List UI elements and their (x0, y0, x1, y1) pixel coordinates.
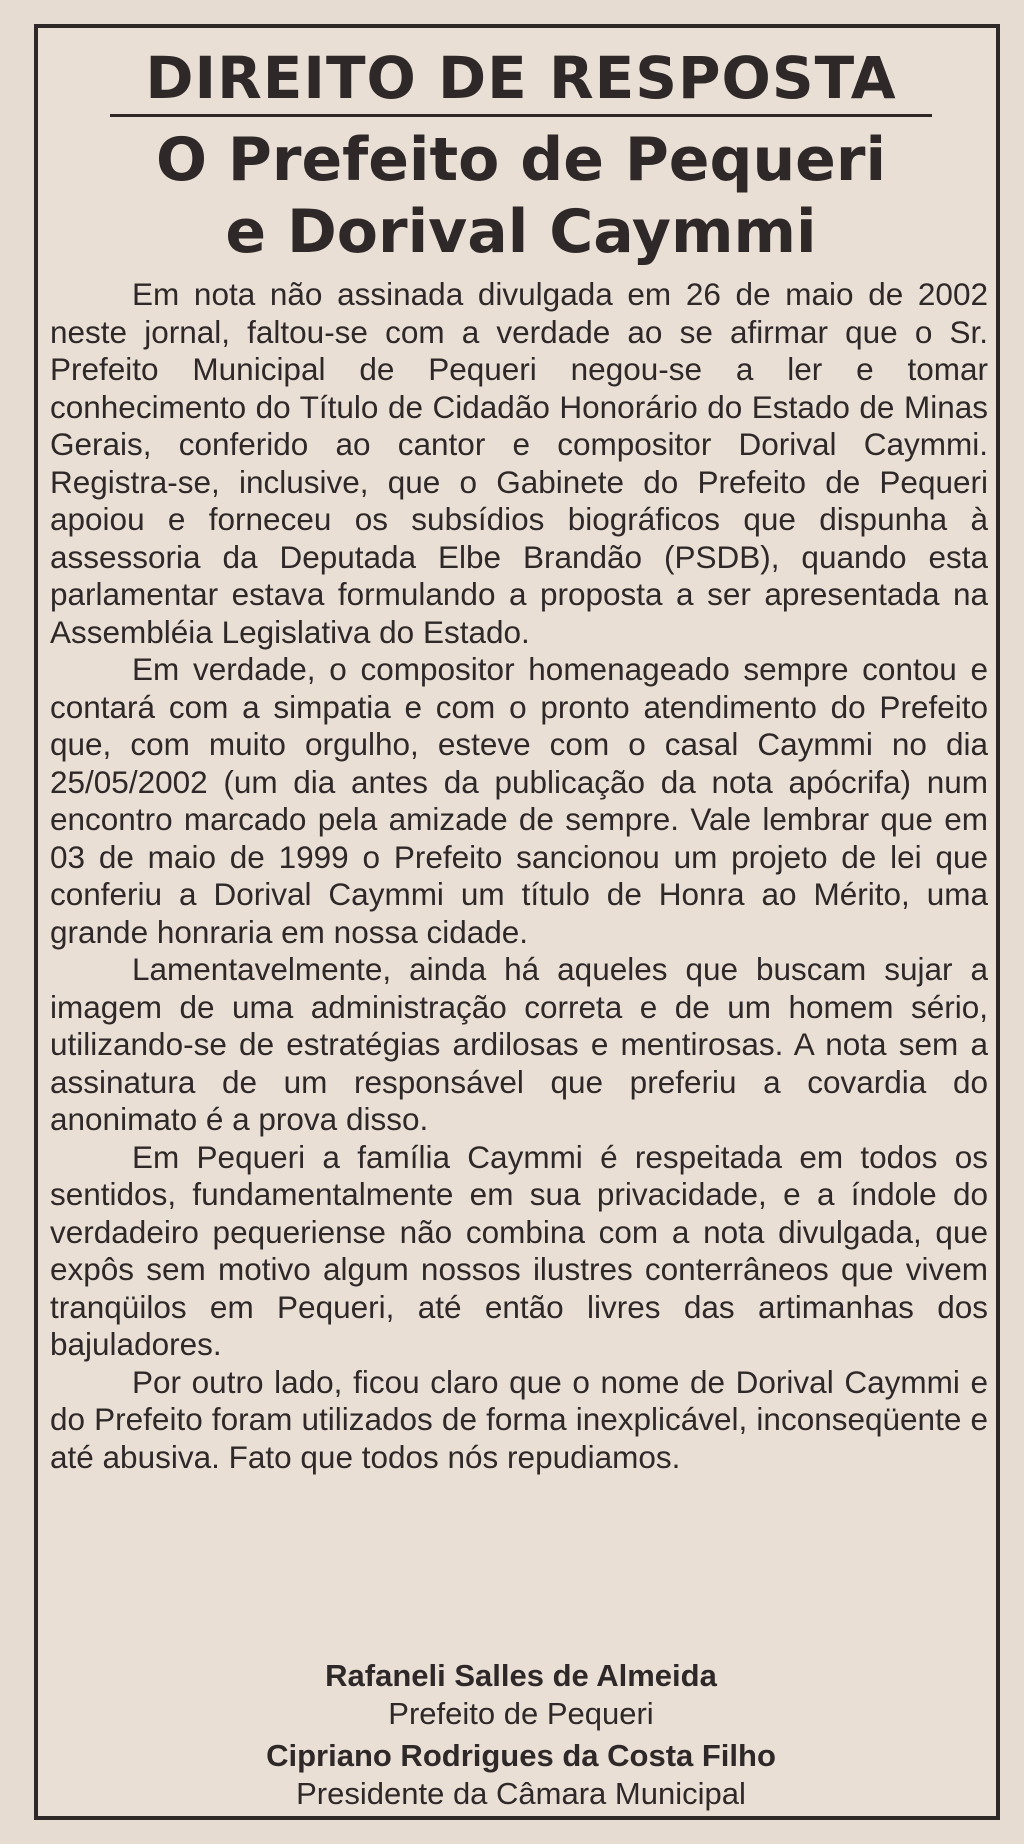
paragraph-3: Lamentavelmente, ainda há aqueles que buscam sujar a imagem de uma administração correta e de um homem sério, utilizando-se de estratégias ardilosas e mentirosas. A nota sem a assinatura de um responsável que preferiu a covardia do anonimato é a prova disso. (50, 951, 988, 1137)
headline (58, 124, 984, 268)
paragraph-1: Em nota não assinada divulgada em 26 de maio de 2002 neste jornal, faltou-se com a verdade ao se afirmar que o Sr. Prefeito Municipal de Pequeri negou-se a ler e tomar conhecimento do Título de Cidadão Honorário do Estado de Minas Gerais, conferido ao cantor e compositor Dorival Caymmi. Registra-se, inclusive, que o Gabinete do Prefeito de Pequeri apoiou e forneceu os subsídios biográficos que dispunha à assessoria da Deputada Elbe Brandão (PSDB), quando esta parlamentar estava formulando a proposta a ser apresentada na Assembléia Legislativa do Estado. (50, 276, 988, 650)
paragraph-2: Em verdade, o compositor homenageado sempre contou e contará com a simpatia e com o pronto atendimento do Prefeito que, com muito orgulho, esteve com o casal Caymmi no dia 25/05/2002 (um dia antes da publicação da nota apócrifa) num encontro marcado pela amizade de sempre. Vale lembrar que em 03 de maio de 1999 o Prefeito sancionou um projeto de lei que conferiu a Dorival Caymmi um título de Honra ao Mérito, uma grande honraria em nossa cidade. (50, 651, 988, 950)
signature-name-council-president: Cipriano Rodrigues da Costa Filho (266, 1738, 776, 1773)
signature-role-mayor: Prefeito de Pequeri (388, 1696, 654, 1731)
kicker-underline (110, 114, 932, 117)
headline-line-2: e Dorival Caymmi (225, 197, 817, 267)
signature-role-council-president: Presidente da Câmara Municipal (296, 1776, 746, 1811)
paragraph-5: Por outro lado, ficou claro que o nome de Dorival Caymmi e do Prefeito foram utilizados de forma inexplicável, inconseqüente e até abusiva. Fato que todos nós repudiamos. (50, 1363, 988, 1475)
article-body (50, 276, 988, 1476)
headline-line-1: O Prefeito de Pequeri (155, 125, 887, 195)
paragraph-4: Em Pequeri a família Caymmi é respeitada em todos os sentidos, fundamentalmente em sua privacidade, e a índole do verdadeiro pequeriense não combina com a nota divulgada, que expôs sem motivo algum nossos ilustres conterrâneos que vivem tranqüilos em Pequeri, até então livres das artimanhas dos bajuladores. (50, 1138, 988, 1362)
article-frame (34, 24, 1000, 1820)
section-kicker: DIREITO DE RESPOSTA (145, 44, 897, 112)
signature-name-mayor: Rafaneli Salles de Almeida (325, 1658, 717, 1693)
